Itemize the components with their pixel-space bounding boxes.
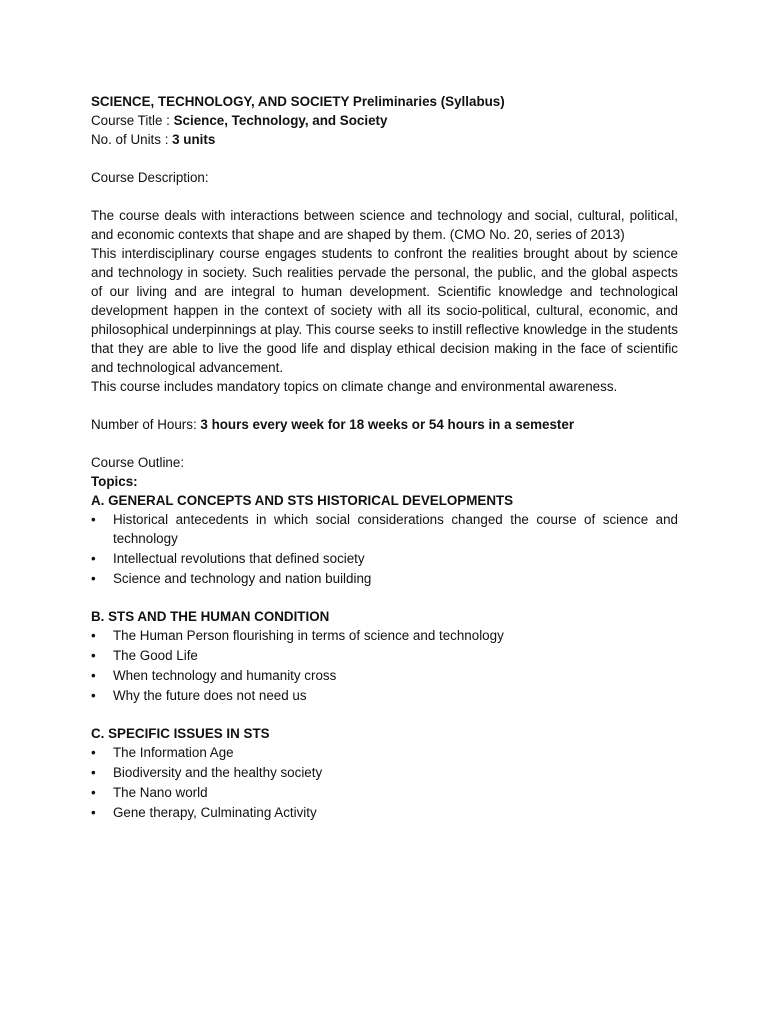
bullet-icon: • [91, 688, 96, 703]
description-paragraph-2: This interdisciplinary course engages students to confront the realities brought about by science and technology in society. Such realities pervade the personal, the public, and the global aspects of our living and are integral to human development. Scientific knowledge and technological development happen in the context of society with all its socio-political, cultural, economic, and philosophical underpinnings at play. This course seeks to instill reflective knowledge in the students that they are able to live the good life and display ethical decision making in the face of scientific and technological advancement. [91, 246, 678, 375]
course-title-row [91, 111, 678, 130]
bullet-icon: • [91, 668, 96, 683]
course-title-separator: : [162, 113, 174, 128]
description-label: Course Description: [91, 170, 209, 185]
spacer [91, 589, 678, 607]
bullet-icon: • [91, 785, 96, 800]
hours-value: 3 hours every week for 18 weeks or 54 hours in a semester [200, 417, 575, 432]
list-item [91, 763, 678, 782]
list-item-text: Science and technology and nation building [113, 571, 372, 586]
bullet-icon: • [91, 628, 96, 643]
course-title-label: Course Title [91, 113, 163, 128]
units-separator: : [160, 132, 173, 147]
list-item [91, 686, 678, 705]
section-b-list [91, 626, 678, 705]
list-item-text: The Nano world [113, 785, 208, 800]
section-a-list [91, 510, 678, 588]
bullet-icon: • [91, 551, 96, 566]
syllabus-document [91, 92, 678, 823]
document-title: SCIENCE, TECHNOLOGY, AND SOCIETY Preliminaries (Syllabus) [91, 94, 505, 109]
bullet-icon: • [91, 805, 96, 820]
list-item [91, 666, 678, 685]
units-row [91, 130, 678, 149]
description-paragraph-3: This course includes mandatory topics on climate change and environmental awareness. [91, 379, 618, 394]
section-heading-a: A. GENERAL CONCEPTS AND STS HISTORICAL DEVELOPMENTS [91, 493, 514, 508]
section-heading-b: B. STS AND THE HUMAN CONDITION [91, 609, 330, 624]
spacer [91, 149, 678, 168]
units-value: 3 units [172, 132, 216, 147]
list-item-text: Why the future does not need us [113, 688, 307, 703]
hours-label: Number of Hours: [91, 417, 201, 432]
spacer [91, 706, 678, 724]
list-item-text: Historical antecedents in which social considerations changed the course of science and technology [113, 512, 678, 546]
list-item-text: The Human Person flourishing in terms of science and technology [113, 628, 504, 643]
list-item-text: The Good Life [113, 648, 198, 663]
list-item-text: Biodiversity and the healthy society [113, 765, 323, 780]
list-item [91, 803, 678, 822]
section-heading-c: C. SPECIFIC ISSUES IN STS [91, 726, 270, 741]
section-c-list [91, 743, 678, 822]
spacer [91, 187, 678, 206]
bullet-icon: • [91, 745, 96, 760]
bullet-icon: • [91, 512, 96, 527]
bullet-icon: • [91, 648, 96, 663]
list-item [91, 510, 678, 548]
outline-label: Course Outline: [91, 455, 185, 470]
spacer [91, 434, 678, 453]
list-item [91, 569, 678, 588]
bullet-icon: • [91, 765, 96, 780]
course-title-value: Science, Technology, and Society [173, 113, 388, 128]
list-item-text: When technology and humanity cross [113, 668, 337, 683]
topics-label: Topics: [91, 474, 138, 489]
description-paragraph-1: The course deals with interactions between science and technology and social, cultural, political, and economic contexts that shape and are shaped by them. (CMO No. 20, series of 2013) [91, 208, 678, 242]
list-item [91, 646, 678, 665]
bullet-icon: • [91, 571, 96, 586]
list-item [91, 626, 678, 645]
list-item [91, 783, 678, 802]
units-label: No. of Units [91, 132, 161, 147]
list-item-text: The Information Age [113, 745, 234, 760]
list-item [91, 549, 678, 568]
spacer [91, 396, 678, 415]
hours-row [91, 415, 678, 434]
list-item-text: Intellectual revolutions that defined society [113, 551, 365, 566]
list-item [91, 743, 678, 762]
list-item-text: Gene therapy, Culminating Activity [113, 805, 317, 820]
